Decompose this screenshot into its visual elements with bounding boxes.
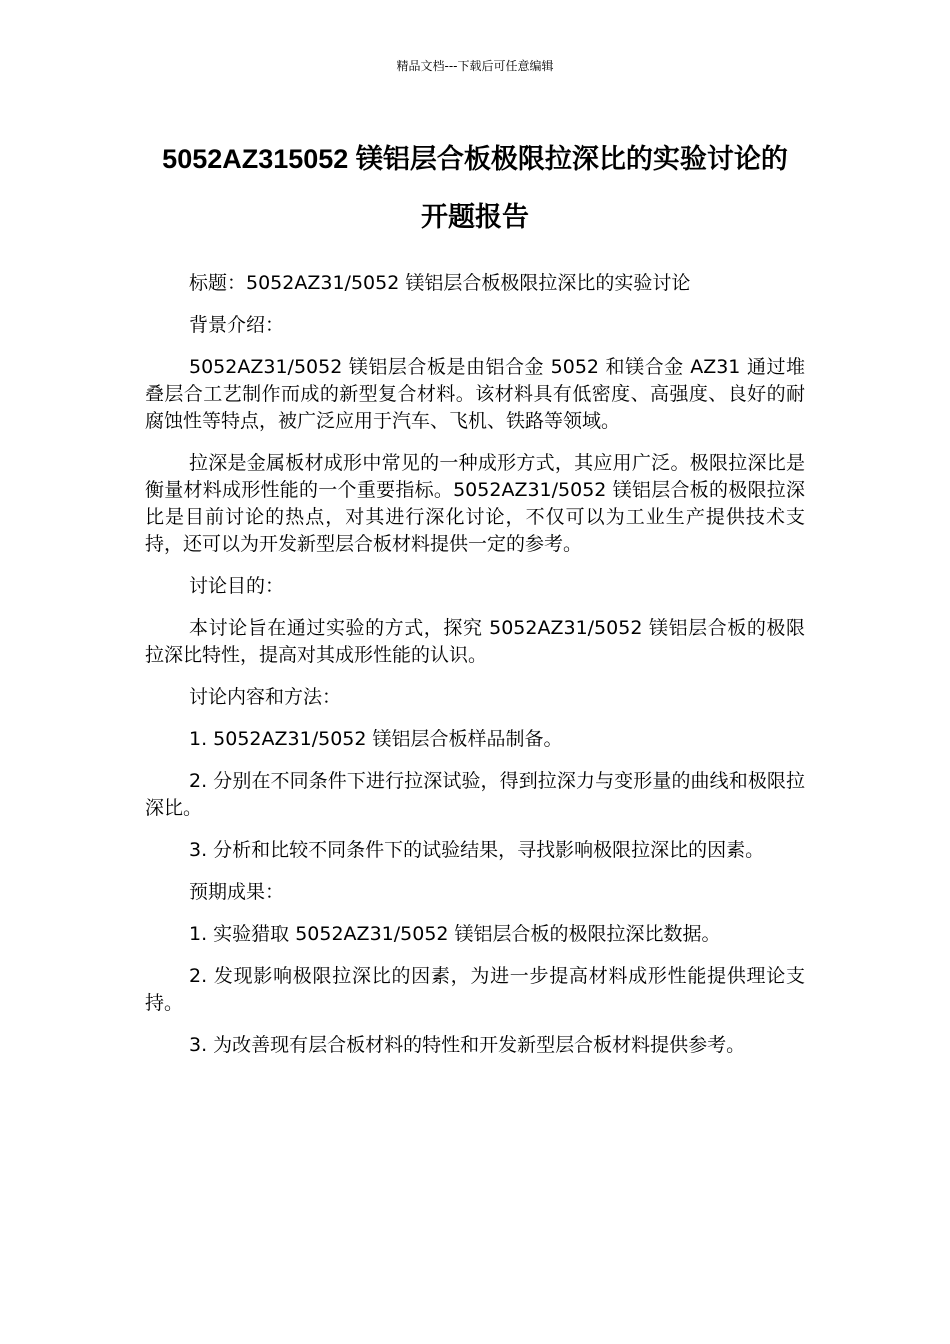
header-note: 精品文档---下载后可任意编辑 — [396, 59, 554, 73]
paragraph-background-material: 5052AZ31/5052 镁铝层合板是由铝合金 5052 和镁合金 AZ31 通过堆叠层合工艺制作而成的新型复合材料。该材料具有低密度、高强度、良好的耐腐蚀性等特点，被广泛应用于汽车、飞机、铁路等领域。 — [145, 356, 805, 432]
document-title — [140, 130, 810, 246]
heading-content-methods: 讨论内容和方法： — [189, 686, 342, 708]
document-title-line-1: 5052AZ315052 镁铝层合板极限拉深比的实验讨论的 — [162, 144, 788, 174]
method-item-3: 3. 分析和比较不同条件下的试验结果，寻找影响极限拉深比的因素。 — [189, 839, 765, 861]
paragraph-purpose: 本讨论旨在通过实验的方式，探究 5052AZ31/5052 镁铝层合板的极限拉深比特性，提高对其成形性能的认识。 — [145, 617, 805, 666]
paragraph-background-drawing: 拉深是金属板材成形中常见的一种成形方式，其应用广泛。极限拉深比是衡量材料成形性能的一个重要指标。5052AZ31/5052 镁铝层合板的极限拉深比是目前讨论的热点，对其进行深化讨论，不仅可以为工业生产提供技术支持，还可以为开发新型层合板材料提供一定的参考。 — [145, 452, 805, 555]
result-item-2: 2. 发现影响极限拉深比的因素，为进一步提高材料成形性能提供理论支持。 — [145, 965, 805, 1014]
paragraph-subject: 标题：5052AZ31/5052 镁铝层合板极限拉深比的实验讨论 — [189, 272, 691, 294]
result-item-1: 1. 实验猎取 5052AZ31/5052 镁铝层合板的极限拉深比数据。 — [189, 923, 721, 945]
method-item-1: 1. 5052AZ31/5052 镁铝层合板样品制备。 — [189, 728, 563, 750]
result-item-3: 3. 为改善现有层合板材料的特性和开发新型层合板材料提供参考。 — [189, 1034, 746, 1056]
document-body — [145, 270, 805, 1074]
method-item-2: 2. 分别在不同条件下进行拉深试验，得到拉深力与变形量的曲线和极限拉深比。 — [145, 770, 805, 819]
heading-purpose: 讨论目的： — [189, 575, 285, 597]
heading-background: 背景介绍： — [189, 314, 285, 336]
heading-expected-results: 预期成果： — [189, 881, 285, 903]
document-title-line-2: 开题报告 — [421, 202, 529, 232]
